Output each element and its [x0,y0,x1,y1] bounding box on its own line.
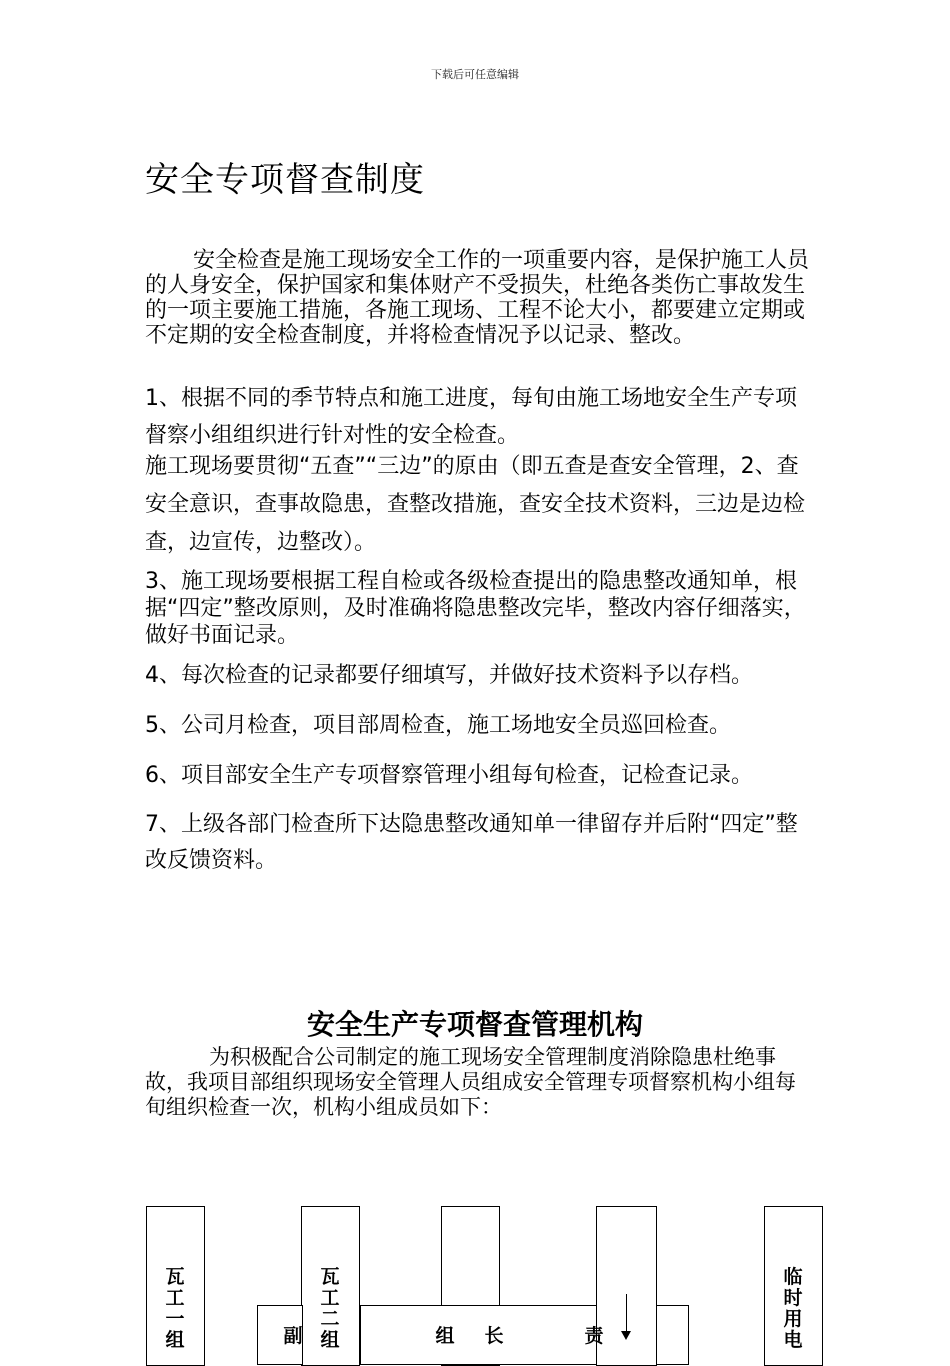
document-title: 安全专项督查制度 [145,160,425,200]
rule-item-6: 6、项目部安全生产专项督察管理小组每旬检查，记检查记录。 [145,763,753,788]
org-box-label: 瓦工一组 [165,1266,185,1351]
header-note: 下载后可任意编辑 [431,68,519,81]
rule-item-4: 4、每次检查的记录都要仔细填写，并做好技术资料予以存档。 [145,663,753,688]
org-box-label: 瓦工二组 [320,1266,340,1351]
intro-paragraph: 安全检查是施工现场安全工作的一项重要内容，是保护施工人员的人身安全，保护国家和集体财产不受损失，杜绝各类伤亡事故发生的一项主要施工措施，各施工现场、工程不论大小，都要建立定期或不定期的安全检查制度，并将检查情况予以记录、整改。 [145,248,810,348]
rule-item-5: 5、公司月检查，项目部周检查，施工场地安全员巡回检查。 [145,713,731,738]
org-box-label: 组 [435,1325,455,1347]
org-box-label: 临时用电 [783,1266,803,1351]
org-box-bricklayer-1 [146,1206,205,1366]
org-box-6 [656,1305,689,1365]
org-box-deputy [257,1305,303,1365]
rule-item-7: 7、上级各部门检查所下达隐患整改通知单一律留存并后附“四定”整改反馈资料。 [145,812,798,873]
org-box-leader [360,1305,604,1365]
arrow-down-icon [621,1331,631,1340]
section-intro: 为积极配合公司制定的施工现场安全管理制度消除隐患杜绝事故，我项目部组织现场安全管理人员组成安全管理专项督察机构小组每旬组织检查一次，机构小组成员如下： [145,1045,796,1119]
org-box-4 [596,1206,657,1366]
rule-item-2: 施工现场要贯彻“五查”“三边”的原由（即五查是查安全管理，2、查安全意识，查事故隐患，查整改措施，查安全技术资料，三边是边检查，边宣传，边整改）。 [145,454,806,555]
rule-item-1: 1、根据不同的季节特点和施工进度，每旬由施工场地安全生产专项督察小组组织进行针对性的安全检查。 [145,386,797,448]
org-box-label: 长 [484,1325,504,1347]
rule-item-3: 3、施工现场要根据工程自检或各级检查提出的隐患整改通知单，根据“四定”整改原则，及时准确将隐患整改完毕，整改内容仔细落实，做好书面记录。 [145,569,806,648]
org-box-label: 副 [283,1325,303,1347]
org-box-bricklayer-2 [301,1206,360,1366]
org-box-label: 责 [584,1325,604,1347]
org-box-temporary-power [764,1206,823,1366]
section-title: 安全生产专项督查管理机构 [306,1008,643,1041]
org-arrow-line [626,1294,627,1332]
rules-list [145,380,810,887]
